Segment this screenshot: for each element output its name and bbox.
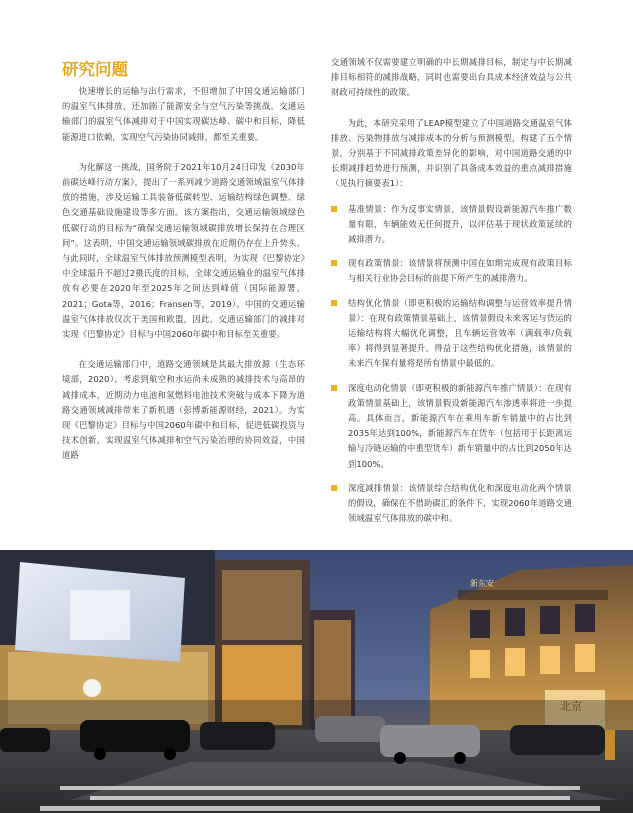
bullet-square-icon (331, 485, 337, 491)
scenario-item: 现有政策情景：该情景将预测中国在如期完成现有政策目标与相关行业协会目标的前提下所产生的减排潜力。 (331, 256, 572, 286)
bullet-square-icon (331, 300, 337, 306)
scenario-item: 深度减排情景：该情景综合结构优化和深度电动化两个情景的假设，确保在不借助碳汇的条件下，实现2060年道路交通领域温室气体排放的碳中和。 (331, 481, 572, 527)
scenario-list (331, 202, 572, 527)
section-heading: 研究问题 (62, 60, 128, 79)
bullet-square-icon (331, 385, 337, 391)
paragraph-method: 为此，本研究采用了LEAP模型建立了中国道路交通温室气体排放、污染物排放与减排成本的分析与预测模型，构建了五个情景，分别基于不同减排政策差异化的影响，对中国道路交通的中长期减排趋势进行预测，并识别了具备成本效益的重点减排措施（见执行摘要表1）： (331, 117, 572, 189)
left-column (62, 84, 305, 464)
street-photo (0, 550, 633, 813)
scenario-item: 深度电动化情景（即更积极的新能源汽车推广情景）：在现有政策情景基础上，该情景假设新能源汽车渗透率将进一步提高。具体而言，新能源汽车在乘用车新车销量中的占比到2035年达到100%，新能源汽车在货车（包括用于长距离运输与冷链运输的中重型货车）新车销量中的占比到2050年达到100%。 (331, 381, 572, 472)
paragraph-3: 在交通运输部门中，道路交通领域是其最大排放源（生态环境部，2020）。考虑到航空和水运尚未成熟的减排技术与高昂的减排成本，近期动力电池和氢燃料电池技术突破与成本下降为道路交通领域减排带来了新机遇（彭博新能源财经，2021）。为实现《巴黎协定》目标与中国2060年碳中和目标，促进低碳投资与技术创新，实现温室气体减排和空气污染治理的协同效益，中国道路 (62, 359, 305, 461)
bullet-square-icon (331, 206, 337, 212)
paragraph-1: 快速增长的运输与出行需求，不但增加了中国交通运输部门的温室气体排放，还加剧了能源安全与空气污染等挑战。交通运输部门的温室气体减排对于中国实现碳达峰、碳中和目标，降低能源进口依赖，实现空气污染协同减排，都至关重要。 (62, 86, 305, 142)
scenario-item: 结构优化情景（即更积极的运输结构调整与运营效率提升情景）：在现有政策情景基础上，该情景假设未来客运与货运的运输结构将大幅优化调整，且车辆运营效率（满载率/负载率）将得到显著提升。得益于这些结构优化措施，该情景的未来汽车保有量将是所有情景中最低的。 (331, 296, 572, 372)
scenario-item: 基准情景：作为反事实情景，该情景假设新能源汽车推广数量有限，车辆能效无任何提升，以评估基于现状政策延续的减排潜力。 (331, 202, 572, 248)
shop-sign: 北京 (560, 700, 582, 713)
bullet-square-icon (331, 260, 337, 266)
wall-sign: 新东安 (470, 579, 494, 588)
right-column (331, 55, 572, 526)
paragraph-2: 为化解这一挑战，国务院于2021年10月24日印发《2030年前碳达峰行动方案》，提出了一系列减少道路交通领域温室气体排放的措施，涉及运输工具装备低碳转型、运输结构绿色调整、绿色交通基础设施建设等多方面。该方案指出，交通运输领域绿色低碳行动的目标为“确保交通运输领域碳排放增长保持在合理区间”。这表明，中国交通运输领域碳排放在近期仍存在上升势头。与此同时，全球温室气体排放预测模型表明，为实现《巴黎协定》中全球温升不超过2摄氏度的目标，全球交通运输业的温室气体排放有必要在2020年至2025年之间达到峰值（国际能源署，2021；Gota等，2016；Fransen等，2019）。中国的交通运输温室气体排放仅次于美国和欧盟，因此，交通运输部门的减排对实现《巴黎协定》目标与中国2060年碳中和目标至关重要。 (62, 161, 305, 340)
paragraph-continued: 交通领域不仅需要建立明确的中长期减排目标，制定与中长期减排目标相符的减排战略，同时也需要出台具成本经济效益与公共财政可持续性的政策。 (331, 57, 572, 98)
